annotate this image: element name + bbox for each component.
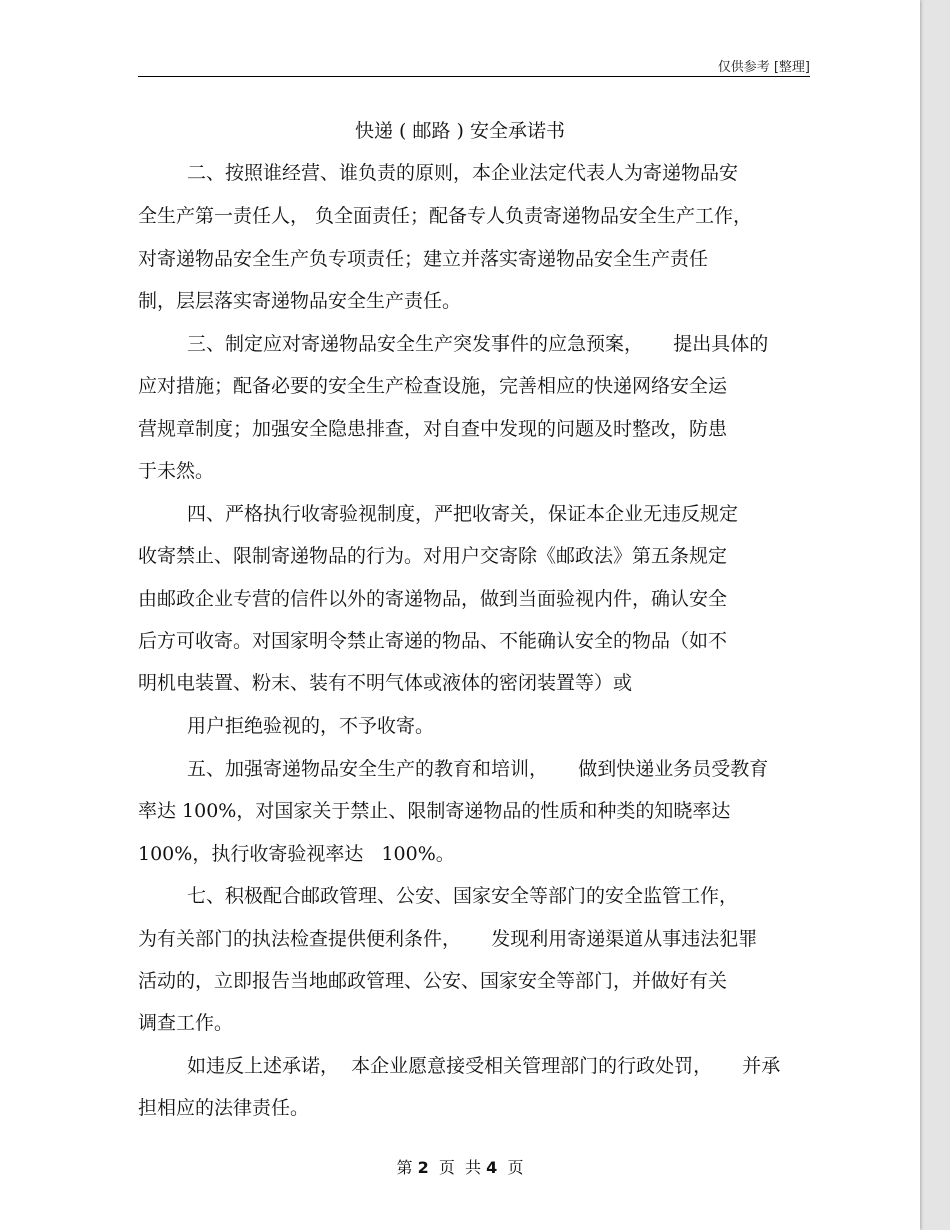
paragraph-line: 应对措施；配备必要的安全生产检查设施，完善相应的快递网络安全运 xyxy=(138,375,728,397)
paragraph-line: 营规章制度；加强安全隐患排查，对自查中发现的问题及时整改，防患 xyxy=(138,418,728,440)
total-page-count: 4 xyxy=(486,1158,498,1177)
paragraph-line: 担相应的法律责任。 xyxy=(138,1097,310,1119)
paragraph-line: 于未然。 xyxy=(138,460,215,482)
paragraph-line: 明机电装置、粉末、装有不明气体或液体的密闭装置等）或 xyxy=(138,672,633,694)
paragraph-line: 二、按照谁经营、谁负责的原则，本企业法定代表人为寄递物品安 xyxy=(187,162,739,184)
page-title: 快递 ( 邮路 ) 安全承诺书 xyxy=(355,120,565,142)
paragraph-line: 全生产第一责任人， 负全面责任；配备专人负责寄递物品安全生产工作， xyxy=(138,205,753,227)
paragraph-line: 对寄递物品安全生产负专项责任；建立并落实寄递物品安全生产责任 xyxy=(138,248,709,270)
paragraph-line: 收寄禁止、限制寄递物品的行为。对用户交寄除《邮政法》第五条规定 xyxy=(138,545,728,567)
paragraph-line: 调查工作。 xyxy=(138,1012,234,1034)
page-footer xyxy=(0,1155,920,1178)
paragraph-line: 率达 100%，对国家关于禁止、限制寄递物品的性质和种类的知晓率达 xyxy=(138,800,731,822)
current-page-number: 2 xyxy=(417,1158,429,1177)
header-note: 仅供参考 [整理] xyxy=(717,60,810,75)
paragraph-line: 由邮政企业专营的信件以外的寄递物品，做到当面验视内件，确认安全 xyxy=(138,588,728,610)
paragraph-line: 100%，执行收寄验视率达 100%。 xyxy=(138,843,455,865)
paragraph-line: 用户拒绝验视的，不予收寄。 xyxy=(187,715,435,737)
paragraph-line: 为有关部门的执法检查提供便利条件， 发现利用寄递渠道从事违法犯罪 xyxy=(138,928,758,950)
paragraph-line: 七、积极配合邮政管理、公安、国家安全等部门的安全监管工作， xyxy=(187,885,739,907)
paragraph-line: 三、制定应对寄递物品安全生产突发事件的应急预案， 提出具体的 xyxy=(187,333,769,355)
paragraph-line: 五、加强寄递物品安全生产的教育和培训， 做到快递业务员受教育 xyxy=(187,758,769,780)
header-divider xyxy=(138,76,810,77)
footer-middle: 页 共 xyxy=(428,1158,487,1177)
paragraph-line: 四、严格执行收寄验视制度，严把收寄关，保证本企业无违反规定 xyxy=(187,503,739,525)
paragraph-line: 后方可收寄。对国家明令禁止寄递的物品、不能确认安全的物品（如不 xyxy=(138,630,728,652)
paragraph-line: 活动的，立即报告当地邮政管理、公安、国家安全等部门，并做好有关 xyxy=(138,970,728,992)
paragraph-line: 制，层层落实寄递物品安全生产责任。 xyxy=(138,290,462,312)
footer-prefix: 第 xyxy=(396,1158,418,1177)
paragraph-line: 如违反上述承诺， 本企业愿意接受相关管理部门的行政处罚， 并承 xyxy=(187,1055,781,1077)
footer-suffix: 页 xyxy=(497,1158,524,1177)
